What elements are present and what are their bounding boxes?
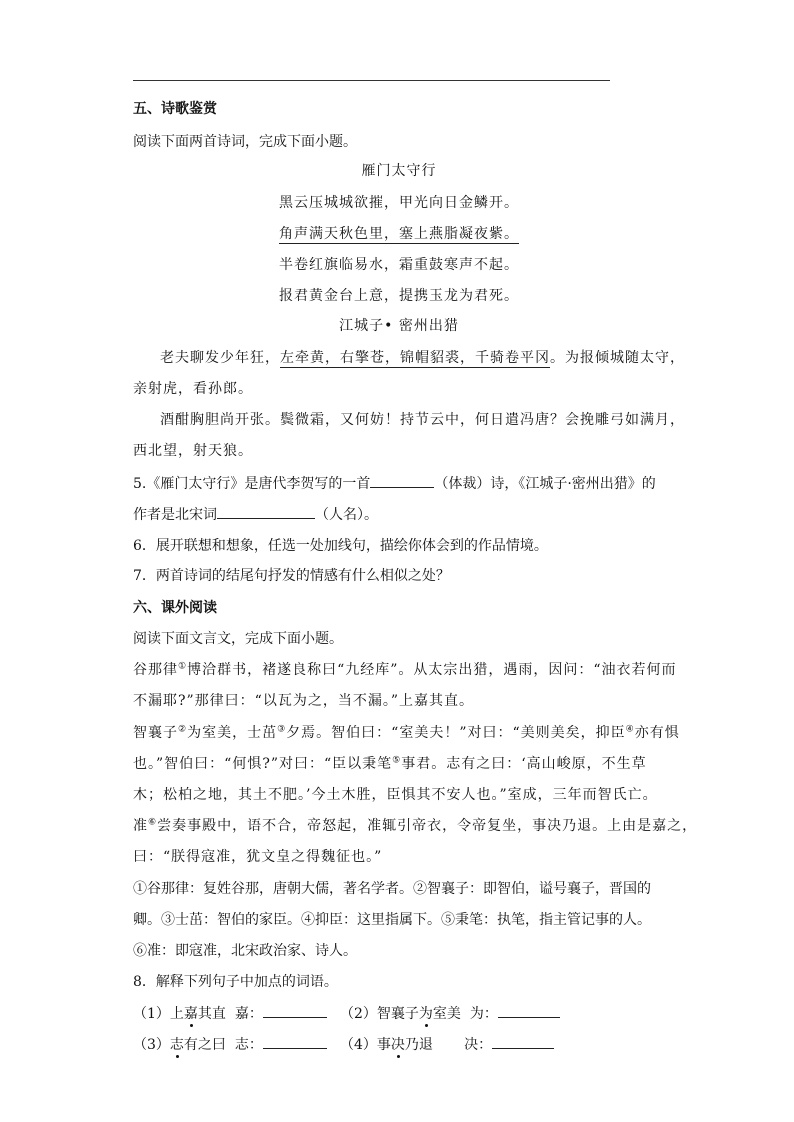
question-5-line1: 5.《雁门太守行》是唐代李贺写的一首 （体裁）诗，《江城子·密州出猎》的: [133, 473, 656, 494]
answer-blank[interactable]: [263, 1003, 327, 1018]
header-rule: [133, 80, 610, 81]
section6-intro: 阅读下面文言文，完成下面小题。: [133, 631, 343, 647]
passage2-line1: 智襄子②为室美，士茁③夕焉。智伯曰：“室美夫！”对曰：“美则美矣，抑臣④亦有惧: [133, 724, 680, 741]
passage1-line1: 谷那律①博洽群书，褚遂良称曰“九经库”。从太宗出猎，遇雨，因问：“油衣若何而: [133, 661, 677, 678]
answer-blank[interactable]: [498, 1003, 560, 1018]
poem2-para1-line2: 亲射虎，看孙郎。: [133, 381, 253, 397]
section5-title: 五、诗歌鉴赏: [133, 101, 217, 117]
poem2-para2-line1: 酒酣胸胆尚开张。鬓微霜，又何妨！持节云中，何日遣冯唐？会挽雕弓如满月，: [160, 412, 685, 428]
poem1-line3: 半卷红旗临易水，霜重鼓寒声不起。: [279, 257, 519, 273]
poem2-title: 江城子• 密州出猎: [339, 318, 459, 334]
passage3-line2: 曰：“朕得寇准，犹文皇之得魏征也。”: [133, 849, 383, 865]
passage2-line2: 也。”智伯曰：“何惧?”对曰：“臣以秉笔⑤事君。志有之曰：‘高山峻原，不生草: [133, 755, 647, 772]
passage1-line2: 不漏耶?”那律曰：“以瓦为之，当不漏。”上嘉其直。: [133, 693, 474, 709]
question-8: 8．解释下列句子中加点的词语。: [133, 974, 338, 990]
section5-intro: 阅读下面两首诗词，完成下面小题。: [133, 134, 357, 150]
footnote-line1: ①谷那律：复姓谷那，唐朝大儒，著名学者。②智襄子：即智伯，谥号襄子，晋国的: [133, 881, 651, 897]
poem1-title: 雁门太守行: [361, 163, 437, 179]
question-5-line2: 作者是北宋词 （人名）。: [133, 504, 378, 525]
footnote-line2: 卿。③士茁：智伯的家臣。④抑臣：这里指属下。⑤秉笔：执笔，指主管记事的人。: [133, 912, 651, 928]
poem1-line4: 报君黄金台上意，提携玉龙为君死。: [279, 288, 519, 304]
question-7: 7．两首诗词的结尾句抒发的情感有什么相似之处？: [133, 568, 450, 584]
footnote-line3: ⑥准：即寇准，北宋政治家、诗人。: [133, 943, 357, 959]
answer-blank[interactable]: [492, 1034, 554, 1049]
poem2-para2-line2: 西北望，射天狼。: [133, 443, 253, 459]
poem1-line1: 黑云压城城欲摧，甲光向日金鳞开。: [279, 195, 519, 211]
answer-blank[interactable]: [370, 473, 434, 488]
section6-title: 六、课外阅读: [133, 600, 217, 616]
question-8-item2: （2）智襄子为室美 为：: [340, 1003, 560, 1024]
answer-blank[interactable]: [263, 1034, 327, 1049]
question-8-item3: （3）志有之曰 志：: [133, 1034, 327, 1055]
poem2-para1-line1: 老夫聊发少年狂，左牵黄，右擎苍，锦帽貂裘，千骑卷平冈。为报倾城随太守，: [160, 350, 685, 366]
poem1-line2: 角声满天秋色里，塞上燕脂凝夜紫。: [279, 226, 519, 242]
underlined-phrase: 左牵黄，右擎苍，锦帽貂裘，千骑卷平冈: [280, 350, 550, 366]
answer-blank[interactable]: [217, 504, 315, 519]
question-8-item1: （1）上嘉其直 嘉：: [133, 1003, 327, 1024]
passage3-line1: 准⑥尝奏事殿中，语不合，帝怒起，准辄引帝衣，令帝复坐，事决乃退。上由是嘉之，: [133, 817, 698, 834]
passage2-line3: 木；松柏之地，其土不肥。’今土木胜，臣惧其不安人也。”室成，三年而智氏亡。: [133, 787, 658, 803]
question-8-item4: （4）事决乃退 决：: [340, 1034, 554, 1055]
question-6: 6．展开联想和想象，任选一处加线句，描绘你体会到的作品情境。: [133, 538, 548, 554]
